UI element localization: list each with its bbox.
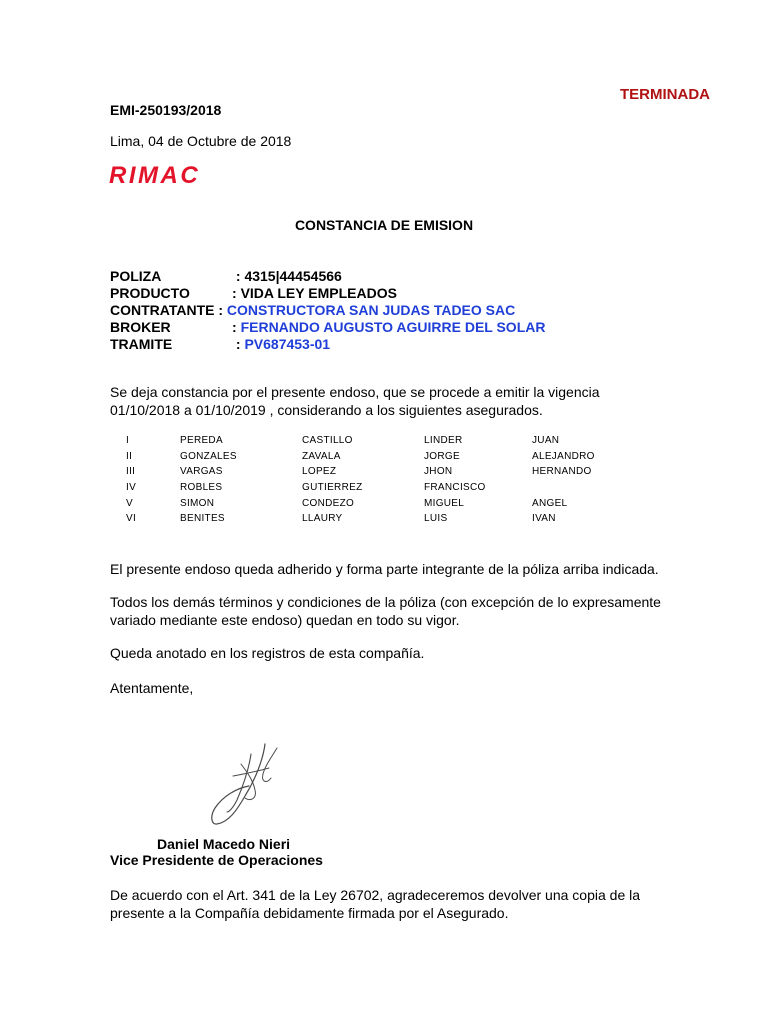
insured-second-surname: GUTIERREZ [302,482,363,494]
field-separator: : [232,319,241,335]
footer-line: presente a la Compañía debidamente firmada por el Asegurado. [110,905,509,921]
insured-first-name: JORGE [424,450,460,462]
insured-row [126,480,642,496]
field-value-broker: FERNANDO AUGUSTO AGUIRRE DEL SOLAR [240,319,546,335]
field-separator: : [232,336,245,352]
insured-first-name: FRANCISCO [424,482,486,494]
handwritten-signature [205,738,295,828]
insured-first-name: LINDER [424,435,463,447]
field-row-poliza [110,268,545,285]
insured-row [126,464,642,480]
field-value-producto: VIDA LEY EMPLEADOS [240,285,397,301]
intro-line: Se deja constancia por el presente endoso, que se procede a emitir la vigencia [110,384,600,400]
insured-first-name: JHON [424,466,453,478]
field-separator: : [232,285,241,301]
insured-row [126,511,642,527]
field-label: POLIZA [110,268,162,284]
date-line: Lima, 04 de Octubre de 2018 [110,133,292,149]
insured-second-surname: CASTILLO [302,435,353,447]
policy-fields [110,268,545,353]
terms-paragraph [110,593,661,629]
insured-roman-numeral: IV [126,482,137,494]
field-row-broker [110,319,545,336]
insured-first-name: LUIS [424,513,448,525]
insured-roman-numeral: II [126,450,133,462]
insured-roman-numeral: VI [126,513,137,525]
insured-second-name: ANGEL [532,497,568,509]
field-row-contratante [110,302,545,319]
footer-line: De acuerdo con el Art. 341 de la Ley 26702, agradeceremos devolver una copia de la [110,887,641,903]
field-row-producto [110,285,545,302]
field-label: TRAMITE [110,336,173,352]
insured-second-surname: LOPEZ [302,466,337,478]
insured-second-name [532,480,642,496]
insured-first-surname: ROBLES [180,482,223,494]
field-label: PRODUCTO [110,285,190,301]
insured-second-name: JUAN [532,435,560,447]
insured-second-name: HERNANDO [532,466,592,478]
insured-row [126,495,642,511]
insured-row [126,433,642,449]
document-title: CONSTANCIA DE EMISION [294,217,474,233]
signer-name: Daniel Macedo Nieri [157,836,291,852]
registry-paragraph: Queda anotado en los registros de esta compañía. [110,645,425,661]
attachment-paragraph: El presente endoso queda adherido y forma parte integrante de la póliza arriba indicada. [110,561,659,577]
field-label: BROKER [110,319,171,335]
signer-title: Vice Presidente de Operaciones [110,852,323,868]
rimac-logo [108,160,238,186]
insured-first-surname: PEREDA [180,435,223,447]
insured-first-surname: SIMON [180,497,215,509]
field-label: CONTRATANTE [110,302,215,318]
insured-second-name: ALEJANDRO [532,450,595,462]
insured-roman-numeral: V [126,497,133,509]
logo-text: RIMAC [109,162,201,186]
field-row-tramite [110,336,545,353]
closing: Atentamente, [110,680,194,696]
insured-second-surname: CONDEZO [302,497,355,509]
document-id: EMI-250193/2018 [110,102,222,118]
insured-table [126,433,642,527]
field-value-poliza: 4315|44454566 [244,268,342,284]
terms-line: variado mediante este endoso) quedan en todo su vigor. [110,612,460,628]
insured-roman-numeral: I [126,435,130,447]
insured-first-surname: BENITES [180,513,225,525]
field-value-contratante: CONSTRUCTORA SAN JUDAS TADEO SAC [226,302,516,318]
insured-second-name: IVAN [532,513,556,525]
field-separator: : [214,302,227,318]
insured-second-surname: LLAURY [302,513,343,525]
insured-first-surname: VARGAS [180,466,223,478]
insured-row [126,449,642,465]
field-separator: : [232,268,245,284]
intro-paragraph [110,383,600,419]
insured-first-name: MIGUEL [424,497,465,509]
field-value-tramite: PV687453-01 [244,336,331,352]
footer-paragraph [110,886,640,922]
intro-line: 01/10/2018 a 01/10/2019 , considerando a los siguientes asegurados. [110,402,543,418]
terms-line: Todos los demás términos y condiciones de la póliza (con excepción de lo expresamente [110,594,661,610]
status-label: TERMINADA [620,86,710,103]
insured-second-surname: ZAVALA [302,450,341,462]
insured-roman-numeral: III [126,466,136,478]
insured-first-surname: GONZALES [180,450,237,462]
